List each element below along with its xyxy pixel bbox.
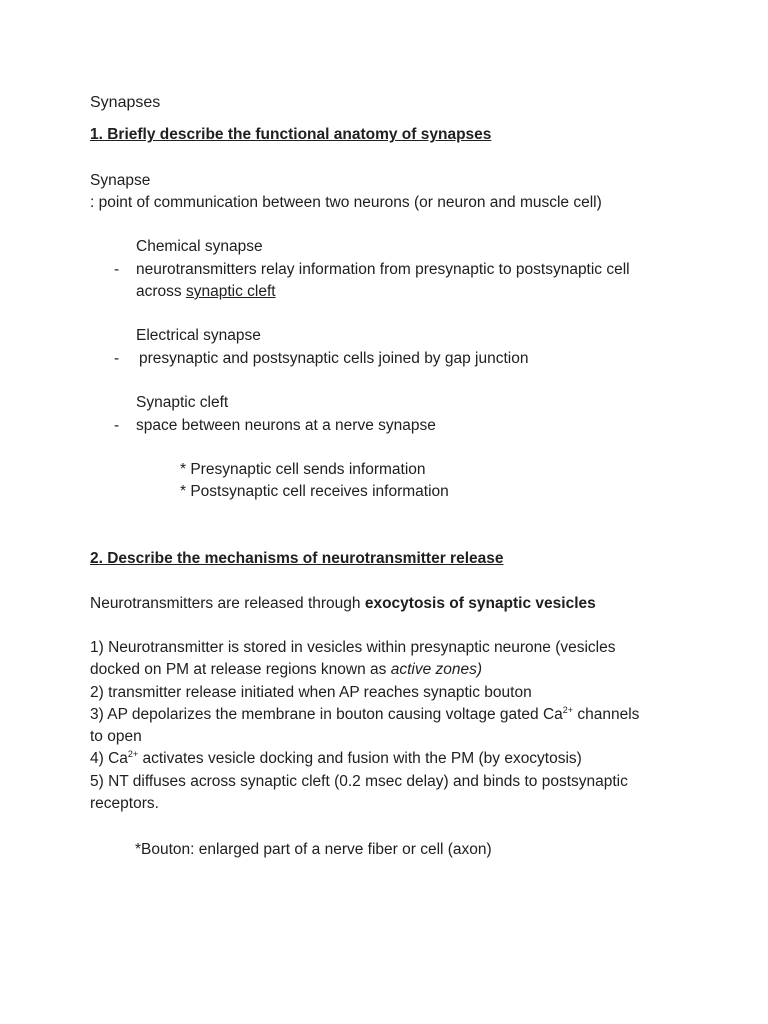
step-1-line1: 1) Neurotransmitter is stored in vesicles within presynaptic neurone (vesicles — [90, 639, 616, 656]
chemical-synapse-desc-line2 — [136, 283, 276, 301]
step-3-line2: to open — [90, 728, 142, 745]
step-1-line2 — [90, 661, 482, 679]
synapse-term: Synapse — [90, 172, 151, 189]
step-4-superscript: 2+ — [127, 749, 139, 759]
note-presynaptic: * Presynaptic cell sends information — [180, 461, 426, 478]
step-1-line2-prefix: docked on PM at release regions known as — [90, 661, 391, 678]
chemical-bullet: - — [114, 261, 120, 278]
synaptic-cleft-label: Synaptic cleft — [136, 394, 229, 411]
bouton-footnote: *Bouton: enlarged part of a nerve fiber or cell (axon) — [135, 841, 492, 858]
synaptic-cleft-underlined: synaptic cleft — [185, 283, 276, 300]
question-1-heading: 1. Briefly describe the functional anatomy of synapses — [90, 126, 492, 143]
q2-intro-bold: exocytosis of synaptic vesicles — [364, 595, 596, 612]
step-3-suffix: channels — [573, 706, 640, 723]
chemical-synapse-label: Chemical synapse — [136, 238, 263, 255]
question-2-heading: 2. Describe the mechanisms of neurotransmitter release — [90, 550, 504, 567]
note-postsynaptic: * Postsynaptic cell receives information — [180, 483, 449, 500]
synapse-definition: : point of communication between two neurons (or neuron and muscle cell) — [90, 194, 602, 211]
step-3-prefix: 3) AP depolarizes the membrane in bouton causing voltage gated Ca — [90, 706, 563, 723]
electrical-bullet: - — [114, 350, 120, 367]
step-4-suffix: activates vesicle docking and fusion with the PM (by exocytosis) — [138, 750, 582, 767]
chemical-synapse-desc-line1: neurotransmitters relay information from presynaptic to postsynaptic cell — [136, 261, 630, 278]
step-3-superscript: 2+ — [562, 705, 574, 715]
synaptic-cleft-desc: space between neurons at a nerve synapse — [136, 417, 436, 434]
step-4-prefix: 4) Ca — [90, 750, 128, 767]
electrical-synapse-desc: presynaptic and postsynaptic cells joined by gap junction — [139, 350, 529, 367]
active-zones-italic: active zones) — [390, 661, 483, 678]
step-5-line1: 5) NT diffuses across synaptic cleft (0.2 msec delay) and binds to postsynaptic — [90, 773, 628, 790]
cleft-bullet: - — [114, 417, 120, 434]
step-4 — [90, 750, 582, 768]
q2-intro-prefix: Neurotransmitters are released through — [90, 595, 365, 612]
step-3-line1 — [90, 706, 639, 724]
document-title: Synapses — [90, 94, 161, 111]
electrical-synapse-label: Electrical synapse — [136, 327, 261, 344]
q2-intro — [90, 595, 596, 613]
chemical-desc-prefix: across — [136, 283, 186, 300]
step-2: 2) transmitter release initiated when AP reaches synaptic bouton — [90, 684, 532, 701]
step-5-line2: receptors. — [90, 795, 159, 812]
